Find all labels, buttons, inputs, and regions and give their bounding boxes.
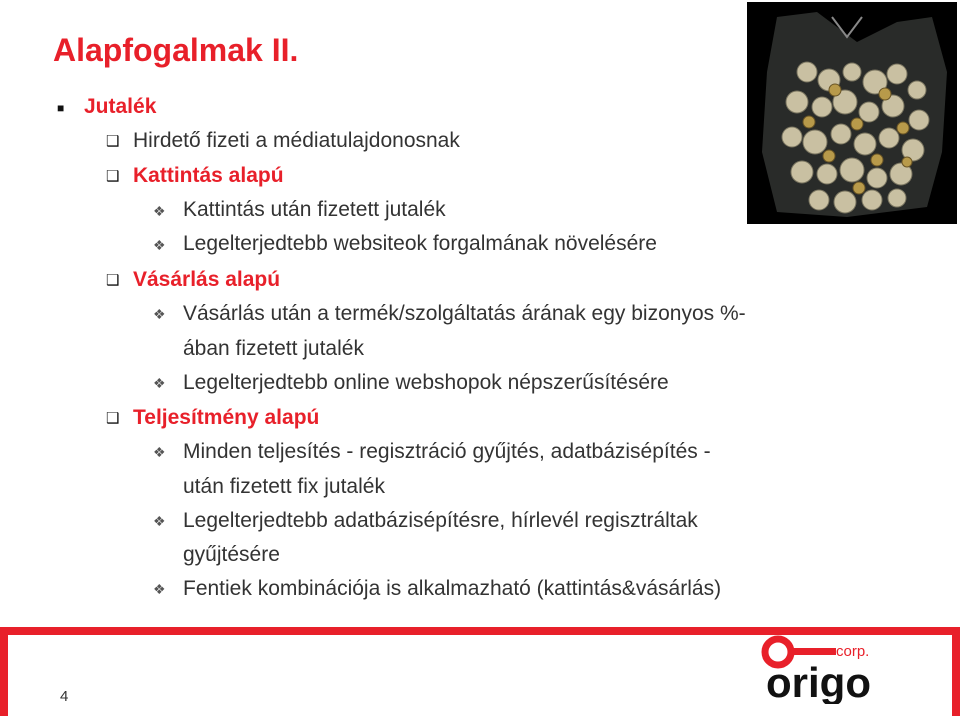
slide-title: Alapfogalmak II. — [53, 32, 299, 68]
square-bullet-icon: ■ — [57, 101, 65, 115]
coin-bag-image — [747, 2, 957, 224]
list-item: Vásárlás alapú — [133, 268, 281, 291]
diamond-bullet-icon: ❖ — [153, 513, 166, 529]
list-item: Vásárlás után a termék/szolgáltatás árának egy bizonyos %- — [183, 302, 746, 325]
diamond-bullet-icon: ❖ — [153, 203, 166, 219]
list-item: Legelterjedtebb online webshopok népszerűsítésére — [183, 371, 669, 394]
origo-logo-mark — [756, 634, 906, 704]
list-item: Legelterjedtebb adatbázisépítésre, hírlevél regisztráltak — [183, 509, 698, 532]
checkbox-bullet-icon: ❑ — [106, 133, 120, 150]
diamond-bullet-icon: ❖ — [153, 444, 166, 460]
list-item-continuation: ában fizetett jutalék — [183, 337, 364, 360]
diamond-bullet-icon: ❖ — [153, 375, 166, 391]
diamond-bullet-icon: ❖ — [153, 581, 166, 597]
checkbox-bullet-icon: ❑ — [106, 168, 120, 185]
list-item: Hirdető fizeti a médiatulajdonosnak — [133, 129, 460, 152]
list-item: Kattintás után fizetett jutalék — [183, 198, 446, 221]
list-item: Jutalék — [84, 95, 157, 118]
list-item: Kattintás alapú — [133, 164, 284, 187]
origo-logo — [756, 634, 906, 704]
coin-bag-illustration — [747, 2, 957, 224]
list-item-continuation: gyűjtésére — [183, 543, 280, 566]
checkbox-bullet-icon: ❑ — [106, 410, 120, 427]
checkbox-bullet-icon: ❑ — [106, 272, 120, 289]
logo-main-text: origo — [766, 659, 871, 704]
diamond-bullet-icon: ❖ — [153, 237, 166, 253]
list-item-continuation: után fizetett fix jutalék — [183, 475, 385, 498]
list-item: Legelterjedtebb websiteok forgalmának növelésére — [183, 232, 657, 255]
diamond-bullet-icon: ❖ — [153, 306, 166, 322]
page-number: 4 — [60, 688, 69, 705]
logo-corp-text: corp. — [836, 643, 870, 660]
list-item: Minden teljesítés - regisztráció gyűjtés, adatbázisépítés - — [183, 440, 711, 463]
list-item: Teljesítmény alapú — [133, 406, 320, 429]
list-item: Fentiek kombinációja is alkalmazható (kattintás&vásárlás) — [183, 577, 722, 600]
